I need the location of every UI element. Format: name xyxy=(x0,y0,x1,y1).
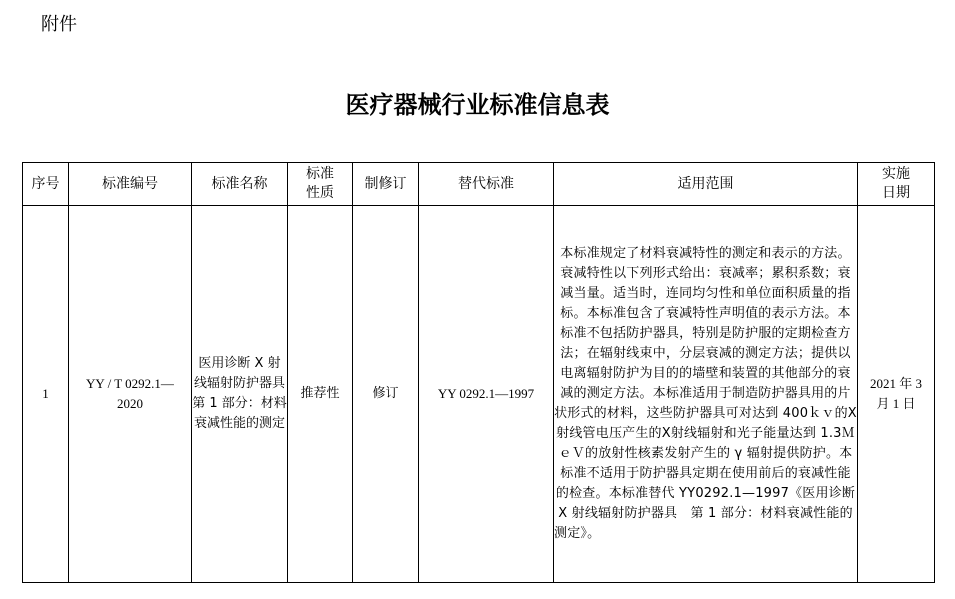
cell-standard-number: YY / T 0292.1—2020 xyxy=(69,206,192,583)
cell-seq: 1 xyxy=(23,206,69,583)
cell-standard-name: 医用诊断 X 射线辐射防护器具 第 1 部分：材料衰减性能的测定 xyxy=(192,206,288,583)
cell-revision: 修订 xyxy=(353,206,419,583)
table-header-row xyxy=(23,163,935,206)
header-effective-date: 实施日期 xyxy=(858,163,935,206)
table-row xyxy=(23,206,935,583)
header-revision: 制修订 xyxy=(353,163,419,206)
header-seq: 序号 xyxy=(23,163,69,206)
annex-label: 附件 xyxy=(41,14,77,35)
header-standard-number: 标准编号 xyxy=(69,163,192,206)
cell-scope: 本标准规定了材料衰减特性的测定和表示的方法。衰减特性以下列形式给出：衰减率；累积系数；衰减当量。适当时，连同均匀性和单位面积质量的指标。本标准包含了衰减特性声明值的表示方法。本标准不包括防护器具，特别是防护服的定期检查方法；在辐射线束中，分层衰减的测定方法；提供以电离辐射防护为目的的墙壁和装置的其他部分的衰减的测定方法。本标准适用于制造防护器具用的片状形式的材料，这些防护器具可对达到 400ｋｖ的X射线管电压产生的X射线辐射和光子能量达到 1.3ＭｅＶ的放射性核素发射产生的 γ 辐射提供防护。本标准不适用于防护器具定期在使用前后的衰减性能的检查。本标准替代 YY0292.1—1997《医用诊断 X 射线辐射防护器具 第 1 部分：材料衰减性能的测定》。 xyxy=(554,206,858,583)
cell-replaced-standard: YY 0292.1—1997 xyxy=(419,206,554,583)
header-replaced-standard: 替代标准 xyxy=(419,163,554,206)
cell-standard-nature: 推荐性 xyxy=(288,206,353,583)
header-standard-name: 标准名称 xyxy=(192,163,288,206)
header-standard-nature: 标准性质 xyxy=(288,163,353,206)
cell-effective-date: 2021 年 3 月 1 日 xyxy=(858,206,935,583)
standards-table xyxy=(22,162,935,583)
page-title: 医疗器械行业标准信息表 xyxy=(345,91,610,119)
header-scope: 适用范围 xyxy=(554,163,858,206)
